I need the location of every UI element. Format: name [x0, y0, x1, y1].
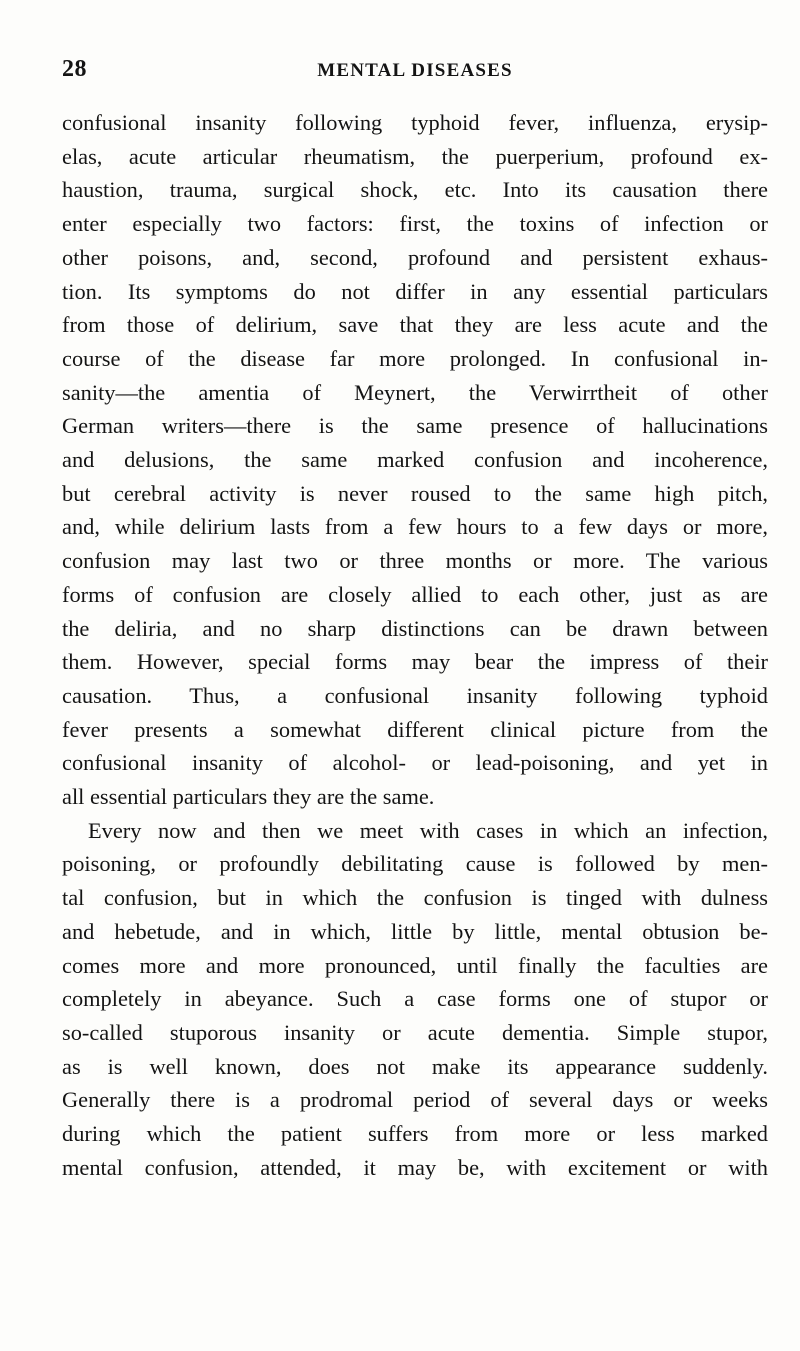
text-line: confusional insanity of alcohol- or lead-poisoning, and yet in [62, 750, 768, 776]
text-line: Generally there is a prodromal period of several days or weeks [62, 1087, 768, 1113]
text-line: fever presents a somewhat different clinical picture from the [62, 716, 768, 742]
text-line: tal confusion, but in which the confusion is tinged with dulness [62, 885, 768, 911]
text-line: forms of confusion are closely allied to each other, just as are [62, 581, 768, 607]
text-line: haustion, trauma, surgical shock, etc. Into its causation there [62, 177, 768, 203]
text-line: the deliria, and no sharp distinctions can be drawn between [62, 615, 768, 641]
text-line: other poisons, and, second, profound and persistent exhaus- [62, 244, 768, 270]
text-line: elas, acute articular rheumatism, the puerperium, profound ex- [62, 143, 768, 169]
text-line: them. However, special forms may bear the impress of their [62, 649, 768, 675]
page-number: 28 [62, 56, 87, 82]
text-line: confusional insanity following typhoid fever, influenza, erysip- [62, 110, 768, 135]
text-line: as is well known, does not make its appearance suddenly. [62, 1053, 768, 1079]
text-line: mental confusion, attended, it may be, with excitement or with [62, 1154, 768, 1180]
text-line: confusion may last two or three months or more. The various [62, 548, 768, 574]
text-line: course of the disease far more prolonged. In confusional in- [62, 345, 768, 371]
text-line: and, while delirium lasts from a few hours to a few days or more, [62, 514, 768, 540]
text-line: poisoning, or profoundly debilitating cause is followed by men- [62, 851, 768, 877]
text-line: all essential particulars they are the same. [62, 784, 435, 810]
text-line: comes more and more pronounced, until finally the faculties are [62, 952, 768, 978]
text-line: sanity—the amentia of Meynert, the Verwirrtheit of other [62, 379, 768, 405]
book-page [62, 56, 768, 1185]
text-line: tion. Its symptoms do not differ in any essential particulars [62, 278, 768, 304]
text-line: during which the patient suffers from more or less marked [62, 1121, 768, 1147]
page-header [62, 56, 768, 88]
running-head: MENTAL DISEASES [317, 60, 513, 81]
text-line: so-called stuporous insanity or acute dementia. Simple stupor, [62, 1019, 768, 1045]
text-line: enter especially two factors: first, the toxins of infection or [62, 211, 768, 237]
text-line: completely in abeyance. Such a case forms one of stupor or [62, 986, 768, 1012]
text-line: causation. Thus, a confusional insanity following typhoid [62, 682, 768, 708]
paragraph-1 [62, 106, 768, 814]
text-line: and delusions, the same marked confusion and incoherence, [62, 447, 768, 473]
paragraph-2 [62, 814, 768, 1185]
text-line: but cerebral activity is never roused to the same high pitch, [62, 480, 768, 506]
text-line: German writers—there is the same presence of hallucinations [62, 413, 768, 439]
text-line: from those of delirium, save that they are less acute and the [62, 312, 768, 338]
text-line: and hebetude, and in which, little by little, mental obtusion be- [62, 918, 768, 944]
text-line: Every now and then we meet with cases in which an infection, [88, 817, 768, 843]
